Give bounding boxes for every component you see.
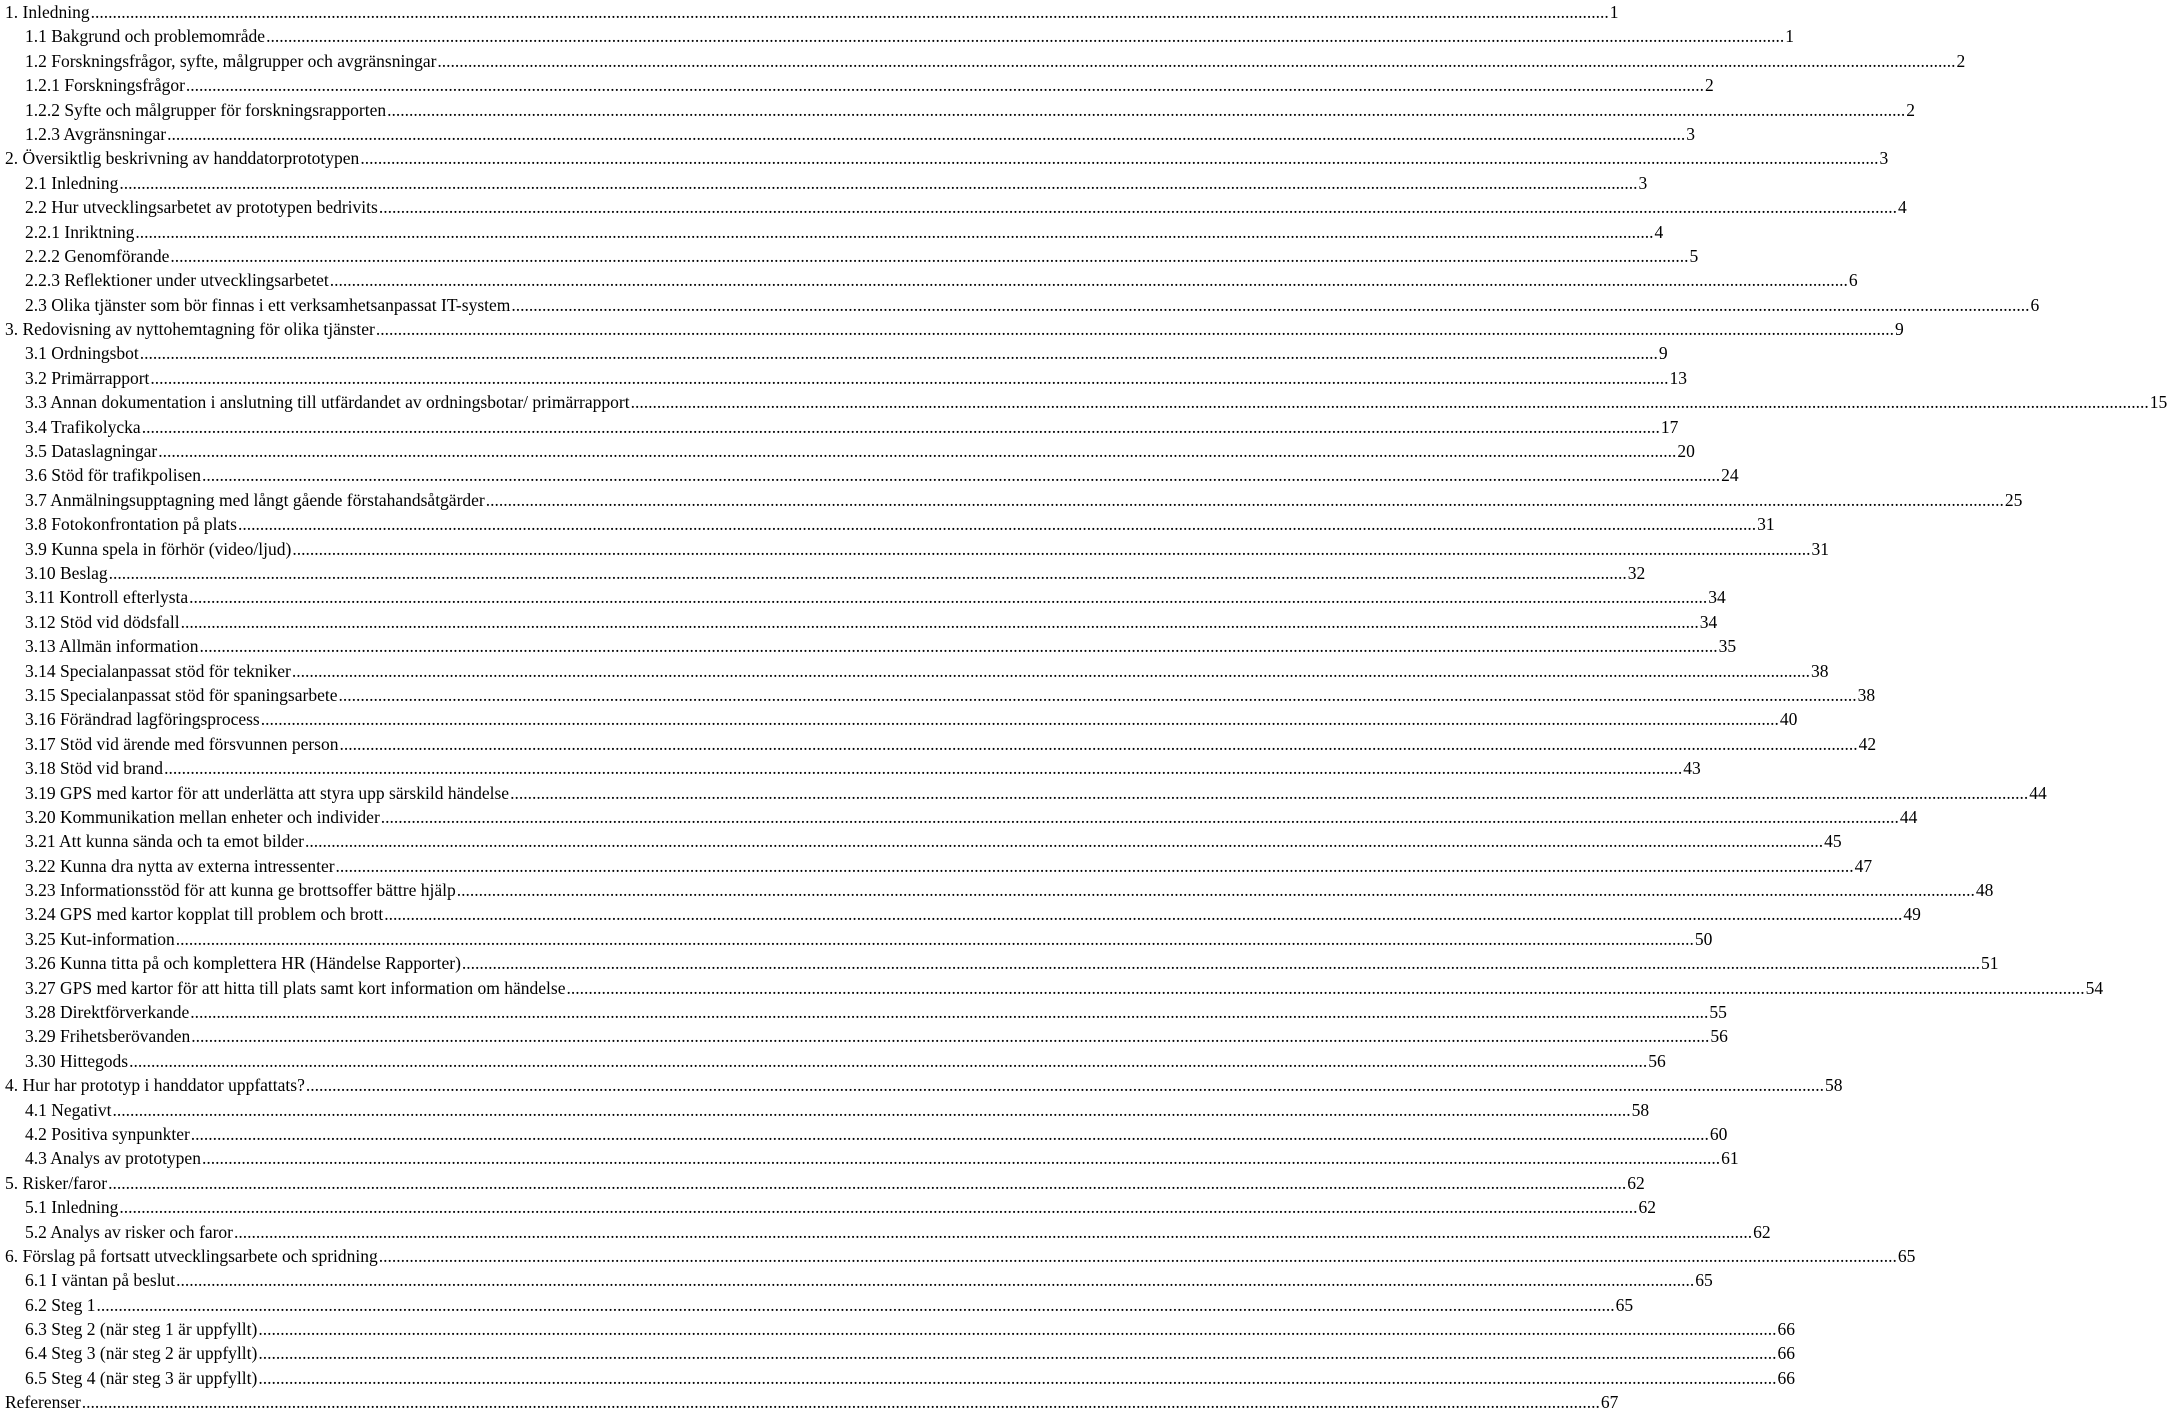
toc-entry-page-number: 66 bbox=[1777, 1319, 1795, 1340]
toc-entry-page-number: 31 bbox=[1811, 538, 1829, 559]
toc-dot-leader: ........................................................................................................................................................................................................................................................................................................................................................... bbox=[387, 99, 1906, 120]
toc-entry-title[interactable]: 6.3 Steg 2 (när steg 1 är uppfyllt) bbox=[25, 1319, 258, 1340]
toc-entry-page-number: 40 bbox=[1779, 709, 1798, 730]
toc-entry-page-number: 67 bbox=[1600, 1392, 1619, 1413]
toc-entry-line[interactable] bbox=[5, 146, 1889, 170]
toc-entry-page-number: 65 bbox=[1695, 1270, 1713, 1291]
toc-entry[interactable] bbox=[0, 415, 1679, 439]
toc-entry-page-number: 56 bbox=[1710, 1026, 1728, 1047]
toc-entry-line[interactable] bbox=[5, 1390, 1619, 1414]
toc-dot-leader: ........................................................................................................................................................................................................................................................................................................................................................... bbox=[201, 465, 1721, 486]
toc-entry-title[interactable]: 3.7 Anmälningsupptagning med långt gående förstahandsåtgärder bbox=[25, 489, 485, 510]
toc-entry-title[interactable]: 3.2 Primärrapport bbox=[25, 367, 150, 388]
toc-entry-line[interactable] bbox=[25, 24, 1794, 48]
toc-entry-line[interactable] bbox=[25, 1317, 1795, 1341]
toc-dot-leader: ........................................................................................................................................................................................................................................................................................................................................................... bbox=[96, 1294, 1615, 1315]
toc-entry-line[interactable] bbox=[25, 585, 1726, 609]
toc-entry-title[interactable]: 2.3 Olika tjänster som bör finnas i ett verksamhetsanpassat IT-system bbox=[25, 294, 511, 315]
toc-dot-leader: ........................................................................................................................................................................................................................................................................................................................................................... bbox=[180, 611, 1699, 632]
toc-entry[interactable] bbox=[0, 0, 1619, 24]
toc-dot-leader: ........................................................................................................................................................................................................................................................................................................................................................... bbox=[511, 294, 2030, 315]
toc-entry-line[interactable] bbox=[25, 1220, 1771, 1244]
toc-entry-line[interactable] bbox=[25, 366, 1688, 390]
toc-entry-page-number: 4 bbox=[1897, 197, 1907, 218]
toc-entry[interactable] bbox=[0, 1366, 1795, 1390]
toc-entry[interactable] bbox=[0, 951, 1999, 975]
toc-dot-leader: ........................................................................................................................................................................................................................................................................................................................................................... bbox=[150, 367, 1669, 388]
toc-entry-page-number: 6 bbox=[2030, 294, 2040, 315]
toc-entry-title[interactable]: 3.1 Ordningsbot bbox=[25, 343, 139, 364]
toc-entry[interactable] bbox=[0, 49, 1966, 73]
toc-entry-page-number: 49 bbox=[1903, 904, 1921, 925]
toc-entry-title[interactable]: 3.11 Kontroll efterlysta bbox=[25, 587, 189, 608]
toc-entry[interactable] bbox=[0, 390, 2167, 414]
toc-entry-title[interactable]: 3.17 Stöd vid ärende med försvunnen person bbox=[25, 733, 339, 754]
toc-dot-leader: ........................................................................................................................................................................................................................................................................................................................................................... bbox=[485, 489, 2004, 510]
toc-entry[interactable] bbox=[0, 73, 1714, 97]
toc-entry-page-number: 1 bbox=[1785, 26, 1794, 47]
toc-dot-leader: ........................................................................................................................................................................................................................................................................................................................................................... bbox=[191, 1026, 1710, 1047]
toc-entry-title[interactable]: 3. Redovisning av nyttohemtagning för olika tjänster bbox=[5, 319, 375, 340]
toc-entry-title[interactable]: 1.1 Bakgrund och problemområde bbox=[25, 26, 266, 47]
toc-entry-line[interactable] bbox=[25, 537, 1829, 561]
toc-entry[interactable] bbox=[0, 854, 1873, 878]
toc-entry[interactable] bbox=[0, 1098, 1650, 1122]
toc-dot-leader: ........................................................................................................................................................................................................................................................................................................................................................... bbox=[260, 709, 1779, 730]
toc-entry[interactable] bbox=[0, 1000, 1727, 1024]
toc-entry[interactable] bbox=[0, 488, 2023, 512]
toc-entry-line[interactable] bbox=[5, 1171, 1645, 1195]
toc-dot-leader: ........................................................................................................................................................................................................................................................................................................................................................... bbox=[119, 1197, 1638, 1218]
toc-entry-title[interactable]: 2.2.3 Reflektioner under utvecklingsarbetet bbox=[25, 270, 329, 291]
toc-entry-page-number: 44 bbox=[1899, 806, 1918, 827]
toc-dot-leader: ........................................................................................................................................................................................................................................................................................................................................................... bbox=[258, 1319, 1777, 1340]
toc-entry[interactable] bbox=[0, 24, 1794, 48]
toc-dot-leader: ........................................................................................................................................................................................................................................................................................................................................................... bbox=[139, 343, 1658, 364]
toc-dot-leader: ........................................................................................................................................................................................................................................................................................................................................................... bbox=[167, 123, 1686, 144]
toc-entry-page-number: 13 bbox=[1669, 367, 1688, 388]
toc-dot-leader: ........................................................................................................................................................................................................................................................................................................................................................... bbox=[237, 514, 1757, 535]
toc-dot-leader: ........................................................................................................................................................................................................................................................................................................................................................... bbox=[175, 928, 1694, 949]
toc-dot-leader: ........................................................................................................................................................................................................................................................................................................................................................... bbox=[437, 50, 1956, 71]
toc-entry-page-number: 62 bbox=[1627, 1172, 1645, 1193]
toc-entry[interactable] bbox=[0, 683, 1876, 707]
toc-entry-title[interactable]: 3.21 Att kunna sända och ta emot bilder bbox=[25, 831, 304, 852]
toc-entry-title[interactable]: 3.13 Allmän information bbox=[25, 636, 199, 657]
toc-dot-leader: ........................................................................................................................................................................................................................................................................................................................................................... bbox=[176, 1270, 1695, 1291]
toc-entry-page-number: 47 bbox=[1854, 855, 1873, 876]
toc-entry-title[interactable]: 2.2.2 Genomförande bbox=[25, 245, 170, 266]
toc-dot-leader: ........................................................................................................................................................................................................................................................................................................................................................... bbox=[135, 221, 1654, 242]
toc-dot-leader: ........................................................................................................................................................................................................................................................................................................................................................... bbox=[258, 1367, 1777, 1388]
toc-entry-page-number: 9 bbox=[1895, 319, 1904, 340]
toc-entry-line[interactable] bbox=[5, 1244, 1916, 1268]
toc-dot-leader: ........................................................................................................................................................................................................................................................................................................................................................... bbox=[380, 806, 1899, 827]
toc-entry-line[interactable] bbox=[25, 561, 1646, 585]
toc-entry-title[interactable]: 3.22 Kunna dra nytta av externa intressenter bbox=[25, 855, 335, 876]
toc-entry-page-number: 56 bbox=[1648, 1050, 1666, 1071]
toc-entry-title[interactable]: 6.4 Steg 3 (när steg 2 är uppfyllt) bbox=[25, 1343, 258, 1364]
toc-entry-line[interactable] bbox=[25, 1293, 1634, 1317]
toc-entry-page-number: 62 bbox=[1753, 1221, 1771, 1242]
toc-entry-line[interactable] bbox=[25, 463, 1739, 487]
toc-entry[interactable] bbox=[0, 1195, 1656, 1219]
toc-dot-leader: ........................................................................................................................................................................................................................................................................................................................................................... bbox=[378, 197, 1897, 218]
toc-entry-title[interactable]: 2.1 Inledning bbox=[25, 172, 119, 193]
toc-entry[interactable] bbox=[0, 146, 1889, 170]
toc-dot-leader: ........................................................................................................................................................................................................................................................................................................................................................... bbox=[129, 1050, 1648, 1071]
toc-entry-line[interactable] bbox=[25, 634, 1737, 658]
toc-dot-leader: ........................................................................................................................................................................................................................................................................................................................................................... bbox=[335, 855, 1854, 876]
toc-entry[interactable] bbox=[0, 463, 1739, 487]
toc-entry[interactable] bbox=[0, 98, 1915, 122]
toc-entry-page-number: 44 bbox=[2029, 782, 2047, 803]
toc-entry-line[interactable] bbox=[5, 317, 1904, 341]
toc-entry-line[interactable] bbox=[5, 0, 1619, 24]
toc-entry-line[interactable] bbox=[25, 268, 1858, 292]
toc-entry-page-number: 9 bbox=[1658, 343, 1668, 364]
toc-entry[interactable] bbox=[0, 707, 1798, 731]
toc-entry-page-number: 42 bbox=[1858, 733, 1877, 754]
toc-entry-title[interactable]: 2. Översiktlig beskrivning av handdatorprototypen bbox=[5, 148, 360, 169]
toc-dot-leader: ........................................................................................................................................................................................................................................................................................................................................................... bbox=[170, 245, 1689, 266]
toc-dot-leader: ........................................................................................................................................................................................................................................................................................................................................................... bbox=[456, 880, 1975, 901]
toc-entry[interactable] bbox=[0, 1390, 1619, 1414]
toc-dot-leader: ........................................................................................................................................................................................................................................................................................................................................................... bbox=[510, 782, 2029, 803]
toc-entry[interactable] bbox=[0, 1146, 1739, 1170]
toc-entry-line[interactable] bbox=[25, 951, 1999, 975]
toc-entry-page-number: 45 bbox=[1824, 831, 1842, 852]
toc-entry-line[interactable] bbox=[25, 1366, 1795, 1390]
toc-entry-line[interactable] bbox=[25, 1049, 1666, 1073]
toc-entry[interactable] bbox=[0, 1244, 1916, 1268]
toc-dot-leader: ........................................................................................................................................................................................................................................................................................................................................................... bbox=[338, 684, 1857, 705]
toc-entry[interactable] bbox=[0, 902, 1921, 926]
toc-entry-title[interactable]: 3.27 GPS med kartor för att hitta till plats samt kort information om händelse bbox=[25, 977, 566, 998]
toc-entry[interactable] bbox=[0, 195, 1907, 219]
toc-entry-line[interactable] bbox=[25, 732, 1877, 756]
toc-entry-line[interactable] bbox=[25, 1268, 1713, 1292]
toc-entry-title[interactable]: 3.23 Informationsstöd för att kunna ge brottsoffer bättre hjälp bbox=[25, 880, 456, 901]
toc-entry-title[interactable]: 3.15 Specialanpassat stöd för spaningsarbete bbox=[25, 684, 338, 705]
toc-entry-page-number: 65 bbox=[1615, 1294, 1634, 1315]
toc-entry[interactable] bbox=[0, 122, 1695, 146]
toc-entry-title[interactable]: 6.2 Steg 1 bbox=[25, 1294, 96, 1315]
toc-entry-line[interactable] bbox=[25, 439, 1695, 463]
toc-entry[interactable] bbox=[0, 1293, 1634, 1317]
toc-entry-line[interactable] bbox=[25, 49, 1966, 73]
toc-entry-title[interactable]: 1.2.1 Forskningsfrågor bbox=[25, 75, 185, 96]
toc-entry[interactable] bbox=[0, 171, 1648, 195]
toc-dot-leader: ........................................................................................................................................................................................................................................................................................................................................................... bbox=[566, 977, 2085, 998]
toc-entry-page-number: 51 bbox=[1981, 953, 1999, 974]
toc-entry-page-number: 32 bbox=[1627, 562, 1646, 583]
toc-dot-leader: ........................................................................................................................................................................................................................................................................................................................................................... bbox=[266, 26, 1785, 47]
toc-entry[interactable] bbox=[0, 1220, 1771, 1244]
toc-entry-line[interactable] bbox=[25, 756, 1701, 780]
toc-entry[interactable] bbox=[0, 1049, 1666, 1073]
toc-entry-line[interactable] bbox=[25, 659, 1829, 683]
toc-entry[interactable] bbox=[0, 1122, 1728, 1146]
toc-entry-page-number: 25 bbox=[2004, 489, 2023, 510]
toc-entry-line[interactable] bbox=[25, 220, 1664, 244]
toc-entry-page-number: 58 bbox=[1631, 1099, 1650, 1120]
toc-entry[interactable] bbox=[0, 244, 1699, 268]
toc-entry-line[interactable] bbox=[25, 1146, 1739, 1170]
toc-entry-line[interactable] bbox=[25, 1000, 1727, 1024]
toc-dot-leader: ........................................................................................................................................................................................................................................................................................................................................................... bbox=[164, 758, 1683, 779]
toc-dot-leader: ........................................................................................................................................................................................................................................................................................................................................................... bbox=[630, 392, 2149, 413]
toc-entry-page-number: 35 bbox=[1718, 636, 1737, 657]
toc-entry-page-number: 20 bbox=[1677, 441, 1695, 462]
toc-entry-page-number: 38 bbox=[1810, 660, 1829, 681]
toc-entry-page-number: 34 bbox=[1699, 611, 1718, 632]
toc-dot-leader: ........................................................................................................................................................................................................................................................................................................................................................... bbox=[81, 1392, 1600, 1413]
toc-entry-line[interactable] bbox=[25, 781, 2047, 805]
toc-entry[interactable] bbox=[0, 659, 1829, 683]
toc-entry[interactable] bbox=[0, 439, 1695, 463]
toc-entry-line[interactable] bbox=[25, 415, 1679, 439]
toc-entry[interactable] bbox=[0, 976, 2104, 1000]
toc-entry-page-number: 65 bbox=[1897, 1245, 1916, 1266]
toc-entry-title[interactable]: 3.10 Beslag bbox=[25, 562, 108, 583]
toc-entry-page-number: 43 bbox=[1683, 758, 1701, 779]
toc-entry[interactable] bbox=[0, 293, 2040, 317]
toc-entry-page-number: 2 bbox=[1906, 99, 1915, 120]
toc-entry-title[interactable]: 3.12 Stöd vid dödsfall bbox=[25, 611, 180, 632]
toc-entry-line[interactable] bbox=[25, 293, 2040, 317]
toc-entry-page-number: 3 bbox=[1686, 123, 1695, 144]
toc-dot-leader: ........................................................................................................................................................................................................................................................................................................................................................... bbox=[378, 1245, 1897, 1266]
toc-entry-page-number: 61 bbox=[1721, 1148, 1739, 1169]
toc-entry-page-number: 31 bbox=[1757, 514, 1775, 535]
toc-entry-page-number: 15 bbox=[2149, 392, 2167, 413]
toc-dot-leader: ........................................................................................................................................................................................................................................................................................................................................................... bbox=[90, 2, 1609, 22]
toc-entry-title[interactable]: Referenser bbox=[5, 1392, 81, 1413]
toc-dot-leader: ........................................................................................................................................................................................................................................................................................................................................................... bbox=[112, 1099, 1631, 1120]
toc-entry-line[interactable] bbox=[25, 512, 1775, 536]
toc-entry[interactable] bbox=[0, 537, 1829, 561]
toc-entry-title[interactable]: 4.2 Positiva synpunkter bbox=[25, 1123, 190, 1144]
toc-entry-title[interactable]: 6.5 Steg 4 (när steg 3 är uppfyllt) bbox=[25, 1367, 258, 1388]
toc-dot-leader: ........................................................................................................................................................................................................................................................................................................................................................... bbox=[189, 587, 1708, 608]
toc-entry-line[interactable] bbox=[25, 171, 1648, 195]
toc-entry[interactable] bbox=[0, 805, 1918, 829]
toc-entry-line[interactable] bbox=[25, 195, 1907, 219]
toc-entry-line[interactable] bbox=[25, 683, 1876, 707]
toc-entry-page-number: 34 bbox=[1708, 587, 1726, 608]
toc-entry-title[interactable]: 1.2 Forskningsfrågor, syfte, målgrupper och avgränsningar bbox=[25, 50, 437, 71]
toc-entry[interactable] bbox=[0, 317, 1904, 341]
toc-entry-page-number: 66 bbox=[1777, 1343, 1795, 1364]
toc-entry-line[interactable] bbox=[25, 927, 1713, 951]
toc-entry-title[interactable]: 3.28 Direktförverkande bbox=[25, 1002, 190, 1023]
toc-entry-page-number: 24 bbox=[1721, 465, 1739, 486]
toc-dot-leader: ........................................................................................................................................................................................................................................................................................................................................................... bbox=[108, 562, 1627, 583]
toc-entry-line[interactable] bbox=[25, 390, 2167, 414]
toc-entry-title[interactable]: 3.25 Kut-information bbox=[25, 928, 175, 949]
toc-dot-leader: ........................................................................................................................................................................................................................................................................................................................................................... bbox=[201, 1148, 1721, 1169]
toc-entry-page-number: 1 bbox=[1609, 2, 1619, 22]
toc-entry-line[interactable] bbox=[25, 976, 2104, 1000]
toc-dot-leader: ........................................................................................................................................................................................................................................................................................................................................................... bbox=[190, 1123, 1709, 1144]
toc-entry-title[interactable]: 3.5 Dataslagningar bbox=[25, 441, 158, 462]
toc-entry-line[interactable] bbox=[25, 98, 1915, 122]
toc-entry-title[interactable]: 3.3 Annan dokumentation i anslutning till utfärdandet av ordningsbotar/ primärrapport bbox=[25, 392, 630, 413]
toc-entry-page-number: 48 bbox=[1975, 880, 1994, 901]
toc-entry[interactable] bbox=[0, 1024, 1728, 1048]
toc-entry-title[interactable]: 5. Risker/faror bbox=[5, 1172, 108, 1193]
toc-entry-title[interactable]: 5.2 Analys av risker och faror bbox=[25, 1221, 233, 1242]
toc-entry-page-number: 54 bbox=[2085, 977, 2104, 998]
toc-entry[interactable] bbox=[0, 732, 1877, 756]
toc-entry-line[interactable] bbox=[25, 805, 1918, 829]
toc-entry[interactable] bbox=[0, 341, 1668, 365]
toc-entry[interactable] bbox=[0, 268, 1858, 292]
toc-entry[interactable] bbox=[0, 829, 1842, 853]
toc-entry-page-number: 60 bbox=[1709, 1123, 1728, 1144]
toc-entry[interactable] bbox=[0, 1073, 1843, 1097]
toc-entry-line[interactable] bbox=[25, 1024, 1728, 1048]
toc-entry-page-number: 5 bbox=[1689, 245, 1699, 266]
toc-entry[interactable] bbox=[0, 561, 1646, 585]
toc-entry-page-number: 2 bbox=[1956, 50, 1966, 71]
toc-entry[interactable] bbox=[0, 220, 1664, 244]
toc-entry-title[interactable]: 3.26 Kunna titta på och komplettera HR (Händelse Rapporter) bbox=[25, 953, 461, 974]
toc-entry-title[interactable]: 4.1 Negativt bbox=[25, 1099, 112, 1120]
toc-entry-page-number: 3 bbox=[1879, 148, 1889, 169]
toc-entry-title[interactable]: 4. Hur har prototyp i handdator uppfattats? bbox=[5, 1075, 305, 1096]
toc-dot-leader: ........................................................................................................................................................................................................................................................................................................................................................... bbox=[190, 1002, 1709, 1023]
toc-entry[interactable] bbox=[0, 634, 1737, 658]
toc-entry-line[interactable] bbox=[25, 488, 2023, 512]
toc-dot-leader: ........................................................................................................................................................................................................................................................................................................................................................... bbox=[141, 416, 1660, 437]
toc-entry-title[interactable]: 3.29 Frihetsberövanden bbox=[25, 1026, 191, 1047]
toc-entry-page-number: 3 bbox=[1638, 172, 1648, 193]
toc-entry[interactable] bbox=[0, 1171, 1645, 1195]
toc-entry-title[interactable]: 5.1 Inledning bbox=[25, 1197, 119, 1218]
toc-entry-title[interactable]: 3.9 Kunna spela in förhör (video/ljud) bbox=[25, 538, 292, 559]
toc-dot-leader: ........................................................................................................................................................................................................................................................................................................................................................... bbox=[199, 636, 1718, 657]
toc-entry[interactable] bbox=[0, 781, 2047, 805]
toc-entry-page-number: 62 bbox=[1638, 1197, 1656, 1218]
toc-entry-title[interactable]: 2.2.1 Inriktning bbox=[25, 221, 135, 242]
toc-entry-title[interactable]: 2.2 Hur utvecklingsarbetet av prototypen bedrivits bbox=[25, 197, 378, 218]
toc-dot-leader: ........................................................................................................................................................................................................................................................................................................................................................... bbox=[234, 1221, 1753, 1242]
toc-entry-title[interactable]: 3.14 Specialanpassat stöd för tekniker bbox=[25, 660, 291, 681]
toc-entry-title[interactable]: 3.6 Stöd för trafikpolisen bbox=[25, 465, 201, 486]
toc-entry-title[interactable]: 3.19 GPS med kartor för att underlätta att styra upp särskild händelse bbox=[25, 782, 510, 803]
toc-entry-page-number: 58 bbox=[1824, 1075, 1843, 1096]
toc-entry-page-number: 50 bbox=[1694, 928, 1713, 949]
toc-dot-leader: ........................................................................................................................................................................................................................................................................................................................................................... bbox=[329, 270, 1848, 291]
toc-entry-line[interactable] bbox=[25, 610, 1718, 634]
toc-entry-line[interactable] bbox=[25, 878, 1994, 902]
toc-dot-leader: ........................................................................................................................................................................................................................................................................................................................................................... bbox=[384, 904, 1903, 925]
toc-entry[interactable] bbox=[0, 927, 1713, 951]
toc-entry-line[interactable] bbox=[25, 244, 1699, 268]
toc-entry-line[interactable] bbox=[25, 902, 1921, 926]
toc-entry-title[interactable]: 4.3 Analys av prototypen bbox=[25, 1148, 201, 1169]
toc-entry-title[interactable]: 3.16 Förändrad lagföringsprocess bbox=[25, 709, 260, 730]
toc-entry-line[interactable] bbox=[25, 1122, 1728, 1146]
toc-entry-line[interactable] bbox=[25, 707, 1798, 731]
toc-entry[interactable] bbox=[0, 1317, 1795, 1341]
toc-dot-leader: ........................................................................................................................................................................................................................................................................................................................................................... bbox=[258, 1343, 1777, 1364]
toc-entry-title[interactable]: 6. Förslag på fortsatt utvecklingsarbete och spridning bbox=[5, 1245, 378, 1266]
toc-entry-line[interactable] bbox=[5, 1073, 1843, 1097]
toc-entry-title[interactable]: 1.2.2 Syfte och målgrupper för forskningsrapporten bbox=[25, 99, 387, 120]
toc-entry-title[interactable]: 3.24 GPS med kartor kopplat till problem och brott bbox=[25, 904, 384, 925]
toc-dot-leader: ........................................................................................................................................................................................................................................................................................................................................................... bbox=[158, 441, 1677, 462]
toc-dot-leader: ........................................................................................................................................................................................................................................................................................................................................................... bbox=[305, 1075, 1824, 1096]
toc-entry-title[interactable]: 3.30 Hittegods bbox=[25, 1050, 129, 1071]
toc-dot-leader: ........................................................................................................................................................................................................................................................................................................................................................... bbox=[108, 1172, 1627, 1193]
toc-dot-leader: ........................................................................................................................................................................................................................................................................................................................................................... bbox=[291, 660, 1810, 681]
toc-entry[interactable] bbox=[0, 512, 1775, 536]
toc-dot-leader: ........................................................................................................................................................................................................................................................................................................................................................... bbox=[119, 172, 1638, 193]
toc-entry-page-number: 2 bbox=[1705, 75, 1714, 96]
toc-entry[interactable] bbox=[0, 878, 1994, 902]
toc-dot-leader: ........................................................................................................................................................................................................................................................................................................................................................... bbox=[185, 75, 1705, 96]
toc-entry-title[interactable]: 3.20 Kommunikation mellan enheter och individer bbox=[25, 806, 380, 827]
toc-dot-leader: ........................................................................................................................................................................................................................................................................................................................................................... bbox=[360, 148, 1879, 169]
toc-entry-line[interactable] bbox=[25, 73, 1714, 97]
toc-entry[interactable] bbox=[0, 610, 1718, 634]
toc-entry-line[interactable] bbox=[25, 829, 1842, 853]
toc-entry-title[interactable]: 3.4 Trafikolycka bbox=[25, 416, 141, 437]
toc-entry-page-number: 6 bbox=[1848, 270, 1858, 291]
toc-dot-leader: ........................................................................................................................................................................................................................................................................................................................................................... bbox=[375, 319, 1894, 340]
toc-entry[interactable] bbox=[0, 1268, 1713, 1292]
toc-entry[interactable] bbox=[0, 1341, 1795, 1365]
toc-entry-page-number: 38 bbox=[1857, 684, 1876, 705]
toc-entry[interactable] bbox=[0, 366, 1688, 390]
toc-entry-line[interactable] bbox=[25, 1341, 1795, 1365]
toc-dot-leader: ........................................................................................................................................................................................................................................................................................................................................................... bbox=[292, 538, 1811, 559]
toc-entry-title[interactable]: 3.8 Fotokonfrontation på plats bbox=[25, 514, 237, 535]
toc-entry-page-number: 17 bbox=[1660, 416, 1679, 437]
toc-entry-line[interactable] bbox=[25, 122, 1695, 146]
toc-entry[interactable] bbox=[0, 585, 1726, 609]
toc-entry-page-number: 4 bbox=[1654, 221, 1664, 242]
toc-dot-leader: ........................................................................................................................................................................................................................................................................................................................................................... bbox=[304, 831, 1824, 852]
toc-entry-line[interactable] bbox=[25, 1195, 1656, 1219]
toc-entry[interactable] bbox=[0, 756, 1701, 780]
toc-entry-line[interactable] bbox=[25, 854, 1873, 878]
toc-entry-title[interactable]: 3.18 Stöd vid brand bbox=[25, 758, 164, 779]
toc-entry-title[interactable]: 1. Inledning bbox=[5, 2, 90, 22]
toc-dot-leader: ........................................................................................................................................................................................................................................................................................................................................................... bbox=[461, 953, 1981, 974]
toc-entry-line[interactable] bbox=[25, 1098, 1650, 1122]
toc-entry-title[interactable]: 6.1 I väntan på beslut bbox=[25, 1270, 176, 1291]
toc-entry-line[interactable] bbox=[25, 341, 1668, 365]
toc-entry-page-number: 66 bbox=[1777, 1367, 1795, 1388]
toc-dot-leader: ........................................................................................................................................................................................................................................................................................................................................................... bbox=[339, 733, 1858, 754]
toc-entry-title[interactable]: 1.2.3 Avgränsningar bbox=[25, 123, 167, 144]
toc-entry-page-number: 55 bbox=[1709, 1002, 1727, 1023]
